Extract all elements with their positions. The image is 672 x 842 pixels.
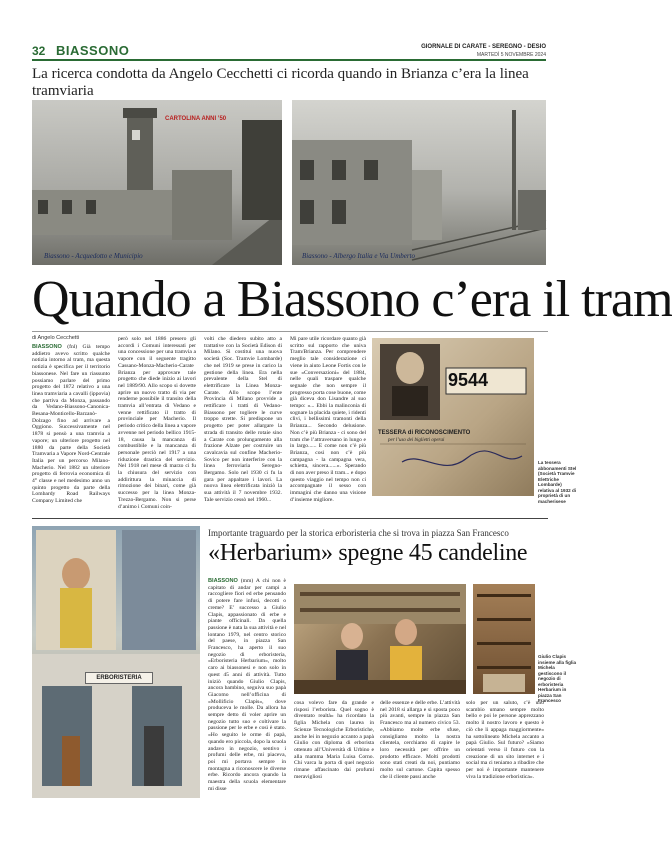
article2-column-2 [294, 700, 374, 808]
article2-headline: «Herbarium» spegne 45 candeline [208, 540, 528, 566]
tessera-title: TESSERA di RICONOSCIMENTO [378, 430, 471, 436]
photo-sketch [32, 100, 282, 265]
article1-column-2 [118, 336, 196, 514]
column-text: delle essenze e delle erbe. L’attività nel 2018 si allarga e si sposta poco più avanti, sempre in piazza San Francesco ma al numero civico 53. «Abbiamo molte erbe sfuse, consigliamo molto la nostra clientela, cerchiamo di capire le loro necessità per offrire un prodotto efficace. Molti prodotti sono stati creati da noi, puntiamo molto sul cartone. Capita spesso che il cliente passi anche [380, 700, 460, 780]
article1-kicker: La ricerca condotta da Angelo Cecchetti ci ricorda quando in Brianza c’era la linea tramviaria [32, 66, 529, 99]
article1-headline: Quando a Biassono c’era il tram [32, 271, 672, 328]
article2-kicker: Importante traguardo per la storica erboristeria che si trova in piazza San Francesco [208, 528, 509, 538]
tessera-number: 9544 [448, 370, 489, 390]
lead-tag: (mm) [240, 578, 254, 584]
headline-rule [32, 331, 548, 332]
photo-sketch [294, 584, 466, 694]
photo-clapis-negozio [294, 584, 466, 694]
tessera-sketch [372, 338, 534, 496]
byline-text: di Angelo Cecchetti [32, 335, 80, 341]
article2-column-1 [208, 578, 286, 808]
newspaper-name: GIORNALE DI CARATE - SEREGNO - DESIO [421, 44, 546, 50]
column-text: volti che diedero subito atto a trattative con la Società Edison di Milano. Si costituì una nuova società (Soc. Tramvie Lombarde) che nel 1919 se prese in carico la gestione della linea. Era nella prevalente della Stel di elettrificare la Linea Monza-Carate. Allo scopo l’ente Provincia di Milano provvide a rettificare i tratti di Vedano-Biassono per togliere le curve troppo strette. Si predispone un progetto per poter allargare la strada di transito delle rotaie sino a Carate con prolungamento alla frazione Alzate per costruire un cavalcavia sul confine Macherio-Sovico per non interferire con la linea ferroviaria Seregno-Bergamo. Solo nel 1930 ci fu la gara per appaltare i lavori. La nuova linea elettrificata iniziò la sua attività il 7 novembre 1932. Tale servizio cessò nel 1960... [204, 336, 282, 503]
photo-erboristeria-storica [32, 526, 200, 798]
herbarium-caption: Giulio Clapis insieme alla figlia Michela gestiscono il negozio di erboristeria Herbarium in piazza San Francesco [538, 654, 577, 703]
column-text: Già tempo addietro avevo scritto qualche notizia intorno al tram, ma questa notizia è specifica per il territorio biassonese. Nel fare un riassunto possiamo parlare del primo progetto del 1872 relativo a una linea tramviaria a cavalli (ippovia) che partiva da Monza, passando da Vedano-Biassono-Canonica-Besana-Monticello-Barzanò-Dolzago fino ad arrivare a Oggiono. Successivamente nel 1878 si pensò a una tramvia a vapore; un ulteriore progetto nel 1880 da parte della Società Tramvaria a Vapore Nord-Centrale Italia per un percorso Milano-Macherio. Nel 1882 un ulteriore progetto di ferrovia economica di 4° classe e nel medesimo anno un quinto progetto da parte della Lombardy Road Railways Company Limited che [32, 344, 110, 505]
article2-column-3 [380, 700, 460, 808]
article1-column-3 [204, 336, 282, 514]
lead-location: BIASSONO [208, 578, 238, 584]
photo-sketch [473, 584, 535, 694]
photo1-caption: Biassono - Acquedotto e Municipio [44, 252, 143, 260]
article1-column-4 [290, 336, 366, 514]
byline [32, 335, 79, 341]
lead-location: BIASSONO [32, 344, 62, 350]
lead-tag: (fnl) [67, 344, 78, 350]
article1-column-1 [32, 344, 110, 514]
column-text: solo per un saluto, c’è uno scambio umano sempre molto bello e poi le persone apprezzano molto il nostro lavoro e questo è ciò che li appaga maggiormente» ha sottolineato Michela accanto a papà Giulio. Sul futuro? «Siamo orientati verso il futuro con la creazione di un sito internet e i social ma ci teniamo a ribadire che per noi è importante mantenere viva la tradizione erboristica». [466, 700, 544, 780]
photo-sketch [292, 100, 546, 265]
photo-tessera [372, 338, 534, 496]
erboristeria-sign: ERBORISTERIA [85, 672, 153, 684]
photo-sketch [32, 526, 200, 798]
column-text: A chi non è capitato di andar per campi a raccogliere fiori ed erbe pensando di potere fare infusi, decotti o creme? E’ successo a Giulio Clapis, appassionato di erbe e piante officinali. Da quella passione è nata la sua attività e nel lontano 1979, nel centro storico del paese, in piazza San Francesco, ha aperto il suo negozio di erboristeria, «Erboristeria Herbarium», molto caro ai biassonesi e non solo in quest 45 anni di attività. Tutto iniziò quando Giulio Clapis, ancora bambino, seguiva suo papà Giacomo nell’officina di «Mollificio Clapis», dove produceva le molle. Da allora ha sempre detto di voler aprire un negozio tutto suo e coltivare la passione per le erbe e così è stato. «Ho seguito le orme di papà, quando ero piccola, dopo la scuola andavo in negozio, sentivo i profumi delle erbe, mi piaceva, poi mi portava sempre in montagna a riconoscere le diverse erbe. Ricordo ancora quando la maestra della scuola elementare mi disse [208, 578, 286, 792]
article-divider [32, 518, 548, 519]
photo-albergo-italia [292, 100, 546, 265]
issue-date: MARTEDÌ 5 NOVEMBRE 2024 [476, 52, 546, 58]
column-text: cosa volevo fare da grande e risposi l’erborista. Quel sogno è diventato realtà» ha ricordato la figlia Michela con laurea in Scienze Tecnologiche Erboristiche, anche lei in negozio accanto a papà Giulio con diploma di erborista ottenuto all’Università di Urbino e alla mamma Maria Luisa Corno. Chi varca la porta di quel negozio rimane affascinato dai profumi meravigliosi [294, 700, 374, 780]
photo-acquedotto-municipio [32, 100, 282, 265]
page-number: 32 [32, 44, 46, 58]
article2-column-4 [466, 700, 544, 808]
photo-scaffali [473, 584, 535, 694]
tessera-caption: La tessera abbonamenti Stel (Società Tramvie Elettriche Lombarde) relativa al 1932 di proprietà di un macherisese [538, 460, 577, 504]
photo2-caption: Biassono - Albergo Italia e Via Umberto [302, 252, 416, 260]
section-title: BIASSONO [56, 43, 130, 58]
column-text: Mi pare utile ricordare quanto già scritto sul rapporto che univa Tram/Brianza. Per comprendere meglio tale considerazione ci viene in aiuto Leone Fortis con le sue «Conversazioni» del 1884, nelle quali traspare qualche segnale che non sempre il progresso porta cose buone, come già diceva don Lisandre al suo tempo: «... Ebbi la malinconia di sognare la placida quiete, i ridenti clivi, i bellissimi tramonti della Brianza... Secondo delusione. Non c’è più Brianza - ci sono del tram che l’attraversano in lungo e in largo...... E come non c’è più Brianza, così non c’è più campagna - la campagna vera, schietta, sincera......». Sperando di non aver preso il tram... e dopo questo viaggio nel tempo non ci accompagnate il sesso con immagini che danno una visione d’insieme migliore. [290, 336, 366, 503]
column-text: però solo nel 1886 presero gli accordi i Comuni interessati per una concessione per una tramvia a vapore con il seguente tragitto Cassano-Monza-Macherio-Carate Brianza per approvare tale progetto che diede inizio ai lavori nel 1889/90. Allo scopo si dovette aprire un nuovo tratto di via per renderne possibile il transito della tramvia all’entrata di Vedano e venne rettificato il tratto di provinciale per Macherio. Il periodo critico della linea a vapore avvenne nel periodo bellico 1915-18, causa la mancanza di combustibile e la mancanza di personale perciò nel 1917 a una riduzione drastica del servizio. Nel 1918 nel mese di marzo ci fu la chiusura del servizio con addirittura la minaccia di rimozione dei binari, come già successo per la linea Monza-Trezzo-Bergamo. Non si perse d’animo i Comuni coin- [118, 336, 196, 510]
tessera-subtitle: per l’uso dei biglietti operai [388, 438, 445, 443]
header-divider [32, 59, 546, 61]
postcard-label: CARTOLINA ANNI ’50 [165, 116, 227, 122]
